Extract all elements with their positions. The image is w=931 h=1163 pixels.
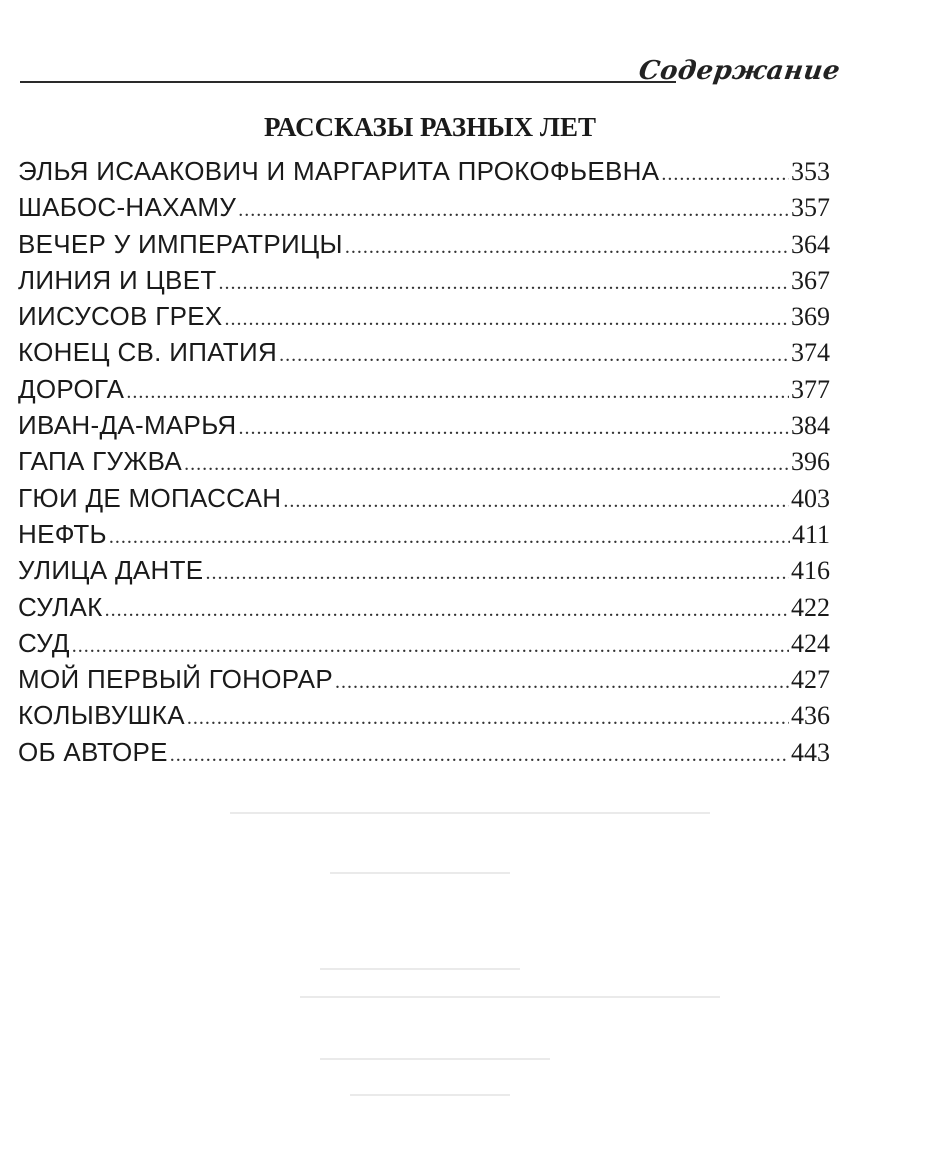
toc-entry-title: КОНЕЦ СВ. ИПАТИЯ xyxy=(18,337,278,368)
toc-entry xyxy=(18,229,830,265)
toc-entry-title: СУЛАК xyxy=(18,591,103,622)
toc-entry-title: ГЮИ ДЕ МОПАССАН xyxy=(18,482,282,513)
bleed-through-mark xyxy=(320,1058,550,1060)
toc-entry xyxy=(18,700,830,736)
toc-entry xyxy=(18,555,830,591)
toc-entry xyxy=(18,519,830,555)
running-header xyxy=(20,52,843,92)
toc-entry-page-number: 443 xyxy=(791,737,830,767)
toc-entry-title: ИВАН-ДА-МАРЬЯ xyxy=(18,410,237,441)
bleed-through-mark xyxy=(230,812,710,814)
section-heading: РАССКАЗЫ РАЗНЫХ ЛЕТ xyxy=(263,112,597,142)
toc-entry-title: ИИСУСОВ ГРЕХ xyxy=(18,301,223,332)
toc-entry-title: СУД xyxy=(18,627,70,658)
toc-entry-title: ЭЛЬЯ ИСААКОВИЧ И МАРГАРИТА ПРОКОФЬЕВНА xyxy=(18,156,660,186)
toc-entry-page-number: 384 xyxy=(791,411,830,441)
toc-entry-page-number: 357 xyxy=(791,193,830,223)
toc-entry xyxy=(18,337,830,373)
toc-leader-dots xyxy=(225,308,789,331)
toc-entry-page-number: 374 xyxy=(791,338,830,368)
toc-entry xyxy=(18,192,830,228)
bleed-through-mark xyxy=(300,996,720,998)
toc-leader-dots xyxy=(187,707,789,730)
toc-leader-dots xyxy=(126,381,789,404)
toc-entry-title: МОЙ ПЕРВЫЙ ГОНОРАР xyxy=(18,664,333,695)
toc-entry-title: ВЕЧЕР У ИМПЕРАТРИЦЫ xyxy=(18,228,343,259)
toc-entry xyxy=(18,374,830,410)
toc-entry xyxy=(18,628,830,664)
toc-entry-page-number: 427 xyxy=(791,665,830,695)
toc-leader-dots xyxy=(238,199,789,222)
toc-entry-page-number: 436 xyxy=(791,701,830,731)
toc-leader-dots xyxy=(283,490,789,513)
toc-entry-page-number: 367 xyxy=(791,265,830,295)
toc-entry-page-number: 396 xyxy=(791,447,830,477)
header-title: Содержание xyxy=(636,56,843,86)
toc-entry xyxy=(18,737,830,773)
toc-entry-title: НЕФТЬ xyxy=(18,518,107,549)
toc-entry xyxy=(18,446,830,482)
toc-leader-dots xyxy=(661,163,789,186)
toc-leader-dots xyxy=(219,272,789,295)
toc-entry xyxy=(18,301,830,337)
toc-entry-page-number: 411 xyxy=(791,519,830,549)
table-of-contents xyxy=(18,156,830,773)
toc-entry xyxy=(18,664,830,700)
toc-leader-dots xyxy=(170,744,789,767)
toc-entry-page-number: 422 xyxy=(791,592,830,622)
bleed-through-mark xyxy=(350,1094,510,1096)
toc-entry-page-number: 353 xyxy=(791,157,830,186)
toc-entry-title: ШАБОС-НАХАМУ xyxy=(18,192,237,223)
toc-leader-dots xyxy=(72,635,789,658)
toc-entry-title: ГАПА ГУЖВА xyxy=(18,446,183,477)
header-rule xyxy=(20,81,676,83)
toc-entry-title: УЛИЦА ДАНТЕ xyxy=(18,555,204,586)
toc-entry xyxy=(18,592,830,628)
toc-entry-title: ЛИНИЯ И ЦВЕТ xyxy=(18,264,217,295)
toc-entry-title: ДОРОГА xyxy=(18,373,125,404)
toc-entry-page-number: 377 xyxy=(791,374,830,404)
toc-entry-title: КОЛЫВУШКА xyxy=(18,700,185,731)
toc-entry-title: ОБ АВТОРЕ xyxy=(18,736,168,767)
toc-leader-dots xyxy=(335,671,789,694)
toc-leader-dots xyxy=(238,417,789,440)
toc-leader-dots xyxy=(109,526,790,549)
toc-leader-dots xyxy=(105,599,789,622)
toc-entry xyxy=(18,265,830,301)
toc-leader-dots xyxy=(184,453,789,476)
bleed-through-mark xyxy=(320,968,520,970)
toc-leader-dots xyxy=(205,562,789,585)
toc-entry xyxy=(18,410,830,446)
bleed-through-mark xyxy=(330,872,510,874)
toc-entry xyxy=(18,156,830,192)
toc-leader-dots xyxy=(345,236,789,259)
toc-entry-page-number: 369 xyxy=(791,302,830,332)
toc-entry-page-number: 403 xyxy=(791,483,830,513)
toc-entry xyxy=(18,483,830,519)
toc-entry-page-number: 416 xyxy=(791,556,830,586)
toc-entry-page-number: 364 xyxy=(791,229,830,259)
toc-entry-page-number: 424 xyxy=(791,628,830,658)
toc-leader-dots xyxy=(279,344,789,367)
